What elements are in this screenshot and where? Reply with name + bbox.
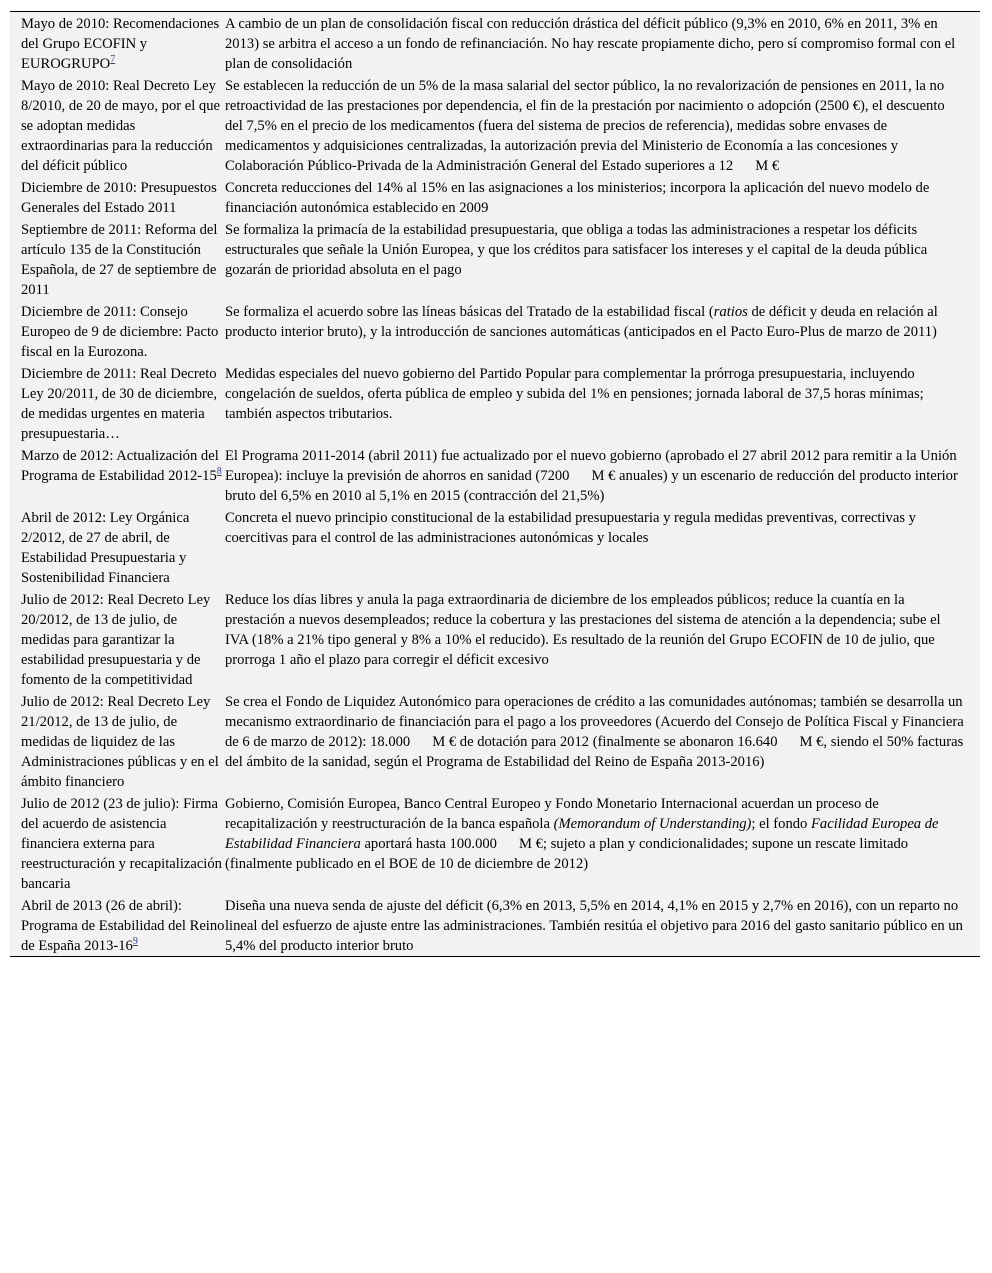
event-cell (10, 12, 225, 74)
event-cell (10, 894, 225, 956)
description-cell (225, 12, 980, 74)
table-row (10, 12, 980, 74)
description-text: Diseña una nueva senda de ajuste del déficit (6,3% en 2013, 5,5% en 2014, 4,1% en 2015 y 2,7% en 2016), con un reparto no lineal del esfuerzo de ajuste entre las administraciones. También resitúa el objetivo para 2016 del gasto sanitario público en un 5,4% del producto interior bruto (225, 898, 963, 954)
event-label: Abril de 2012: Ley Orgánica 2/2012, de 27 de abril, de Estabilidad Presupuestaria y Sostenibilidad Financiera (21, 510, 190, 586)
table-row (10, 792, 980, 894)
event-label: Diciembre de 2011: Consejo Europeo de 9 de diciembre: Pacto fiscal en la Eurozona. (21, 304, 219, 360)
table-row (10, 176, 980, 218)
event-label: Julio de 2012 (23 de julio): Firma del acuerdo de asistencia financiera externa para reestructuración y recapitalización bancaria (21, 796, 222, 892)
event-cell (10, 300, 225, 362)
event-cell (10, 792, 225, 894)
description-text: de déficit y deuda en relación al producto interior bruto), y la introducción de sanciones automáticas (anticipados en el Pacto Euro-Plus de marzo de 2011) (225, 304, 938, 340)
description-text: M €; sujeto a plan y condicionalidades; supone un rescate limitado (finalmente publicado en el BOE de 10 de diciembre de 2012) (225, 836, 909, 872)
description-cell (225, 218, 980, 300)
description-italic-text: ratios (713, 304, 748, 320)
event-cell (10, 506, 225, 588)
table-row (10, 362, 980, 444)
event-label: Julio de 2012: Real Decreto Ley 21/2012, de 13 de julio, de medidas de liquidez de las Administraciones públicas y en el ámbito financiero (21, 694, 219, 790)
description-text: M € anuales) y un escenario de reducción del producto interior bruto del 6,5% en 2010 al 5,1% en 2015 (contracción del 21,5%) (225, 468, 958, 504)
event-label: Diciembre de 2011: Real Decreto Ley 20/2011, de 30 de diciembre, de medidas urgentes en materia presupuestaria… (21, 366, 218, 442)
event-label: Mayo de 2010: Real Decreto Ley 8/2010, de 20 de mayo, por el que se adoptan medidas extraordinarias para la reducción del déficit público (21, 78, 220, 174)
event-cell (10, 362, 225, 444)
table-row (10, 444, 980, 506)
description-cell (225, 792, 980, 894)
description-text: ; el fondo (751, 816, 811, 832)
table-row (10, 74, 980, 176)
measures-table-container (10, 11, 980, 957)
table-row (10, 218, 980, 300)
table-row (10, 894, 980, 956)
event-label: Marzo de 2012: Actualización del Programa de Estabilidad 2012-15 (21, 448, 219, 484)
measures-table (10, 12, 980, 956)
description-cell (225, 894, 980, 956)
description-cell (225, 506, 980, 588)
description-italic-text: (Memorandum of Understanding) (553, 816, 752, 832)
description-text: El Programa 2011-2014 (abril 2011) fue actualizado por el nuevo gobierno (aprobado el 27 abril 2012 para remitir a la Unión Europea): incluye la previsión de ahorros en sanidad (7200 (225, 448, 957, 484)
event-label: Julio de 2012: Real Decreto Ley 20/2012, de 13 de julio, de medidas para garantizar la estabilidad presupuestaria y de fomento de la competitividad (21, 592, 211, 688)
footnote-link[interactable]: 8 (216, 466, 222, 478)
event-cell (10, 176, 225, 218)
description-cell (225, 74, 980, 176)
description-italic-text: Facilidad Europea de Estabilidad Financiera (225, 816, 939, 852)
description-text: M € de dotación para 2012 (finalmente se abonaron 16.640 (432, 734, 778, 750)
description-cell (225, 588, 980, 690)
description-text: Concreta el nuevo principio constitucional de la estabilidad presupuestaria y regula medidas preventivas, correctivas y coercitivas para el control de las administraciones autonómicas y locales (225, 510, 916, 546)
description-text: M € (755, 158, 780, 174)
description-text: M €, siendo el 50% facturas del ámbito de la sanidad, según el Programa de Estabilidad del Reino de España 2013-2016) (225, 734, 964, 770)
description-cell (225, 300, 980, 362)
table-row (10, 588, 980, 690)
description-text: Se crea el Fondo de Liquidez Autonómico para operaciones de crédito a las comunidades autónomas; también se desarrolla un mecanismo extraordinario de financiación para el pago a los proveedores (Acuerdo del Consejo de Política Fiscal y Financiera de 6 de marzo de 2012): 18.000 (225, 694, 964, 750)
description-text: A cambio de un plan de consolidación fiscal con reducción drástica del déficit público (9,3% en 2010, 6% en 2011, 3% en 2013) se arbitra el acceso a un fondo de refinanciación. No hay rescate propiamente dicho, pero sí compromiso formal con el plan de consolidación (225, 16, 956, 72)
event-cell (10, 690, 225, 792)
description-text: Se formaliza el acuerdo sobre las líneas básicas del Tratado de la estabilidad fiscal ( (225, 304, 714, 320)
table-body (10, 12, 980, 956)
description-text: Se formaliza la primacía de la estabilidad presupuestaria, que obliga a todas las administraciones a respetar los déficits estructurales que señale la Unión Europea, y que los créditos para satisfacer los intereses y el capital de la deuda pública gozarán de prioridad absoluta en el pago (225, 222, 928, 278)
description-cell (225, 362, 980, 444)
footnote-link[interactable]: 9 (132, 936, 138, 948)
event-cell (10, 444, 225, 506)
event-label: Mayo de 2010: Recomendaciones del Grupo ECOFIN y EUROGRUPO (21, 16, 220, 72)
event-label: Septiembre de 2011: Reforma del artículo 135 de la Constitución Española, de 27 de septiembre de 2011 (21, 222, 218, 298)
event-cell (10, 218, 225, 300)
description-text: aportará hasta 100.000 (360, 836, 497, 852)
description-cell (225, 176, 980, 218)
event-cell (10, 74, 225, 176)
table-row (10, 690, 980, 792)
description-cell (225, 690, 980, 792)
table-row (10, 506, 980, 588)
description-text: Reduce los días libres y anula la paga extraordinaria de diciembre de los empleados públicos; reduce la cuantía en la prestación a nuevos desempleados; reduce la cobertura y las prestaciones del sistema de atención a la dependencia; sube el IVA (18% a 21% tipo general y 8% a 10% el reducido). Es resultado de la reunión del Grupo ECOFIN de 10 de julio, que prorroga 1 año el plazo para corregir el déficit excesivo (225, 592, 941, 668)
description-text: Gobierno, Comisión Europea, Banco Central Europeo y Fondo Monetario Internacional acuerdan un proceso de recapitalización y reestructuración de la banca española (225, 796, 879, 832)
event-cell (10, 588, 225, 690)
event-label: Diciembre de 2010: Presupuestos Generales del Estado 2011 (21, 180, 217, 216)
description-text: Concreta reducciones del 14% al 15% en las asignaciones a los ministerios; incorpora la aplicación del nuevo modelo de financiación autonómica establecido en 2009 (225, 180, 930, 216)
footnote-link[interactable]: 7 (110, 54, 116, 66)
table-row (10, 300, 980, 362)
description-cell (225, 444, 980, 506)
event-label: Abril de 2013 (26 de abril): Programa de Estabilidad del Reino de España 2013-16 (21, 898, 225, 954)
description-text: Medidas especiales del nuevo gobierno del Partido Popular para complementar la prórroga presupuestaria, incluyendo congelación de sueldos, oferta pública de empleo y subida del 1% en pensiones; jornada laboral de 37,5 horas mínimas; también aspectos tributarios. (225, 366, 924, 422)
description-text: Se establecen la reducción de un 5% de la masa salarial del sector público, la no revalorización de pensiones en 2011, la no retroactividad de las prestaciones por dependencia, el fin de la prestación por nacimiento o adopción (2500 €), el descuento del 7,5% en el precio de los medicamentos (fuera del sistema de precios de referencia), medidas sobre envases de medicamentos y adquisiciones centralizadas, la autorización previa del Ministerio de Economía a las concesiones y Colaboración Público-Privada de la Administración General del Estado superiores a 12 (225, 78, 945, 174)
